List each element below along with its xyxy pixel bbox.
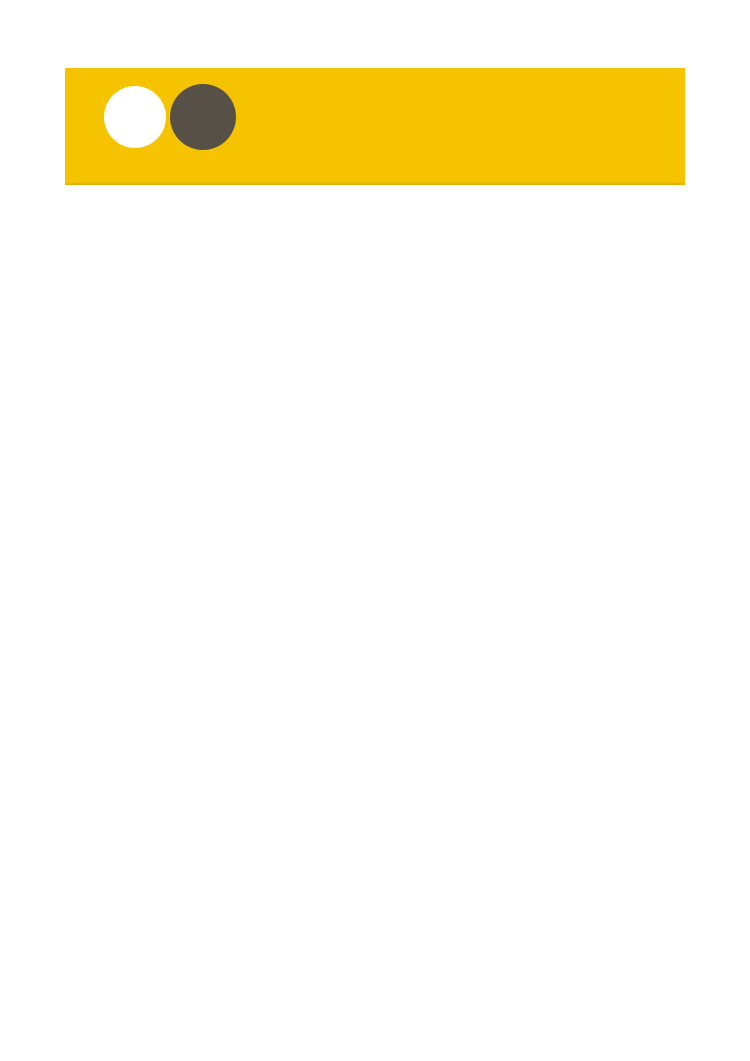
brand-logos	[104, 84, 236, 150]
creation-logo-icon	[170, 84, 236, 150]
main-content	[65, 251, 685, 497]
header-banner	[65, 68, 685, 185]
bar-chart-grid	[65, 270, 685, 464]
brand-block	[65, 68, 275, 183]
bar-chart	[65, 270, 685, 472]
title-block	[275, 68, 685, 183]
bpifrance-logo-icon	[104, 86, 166, 148]
